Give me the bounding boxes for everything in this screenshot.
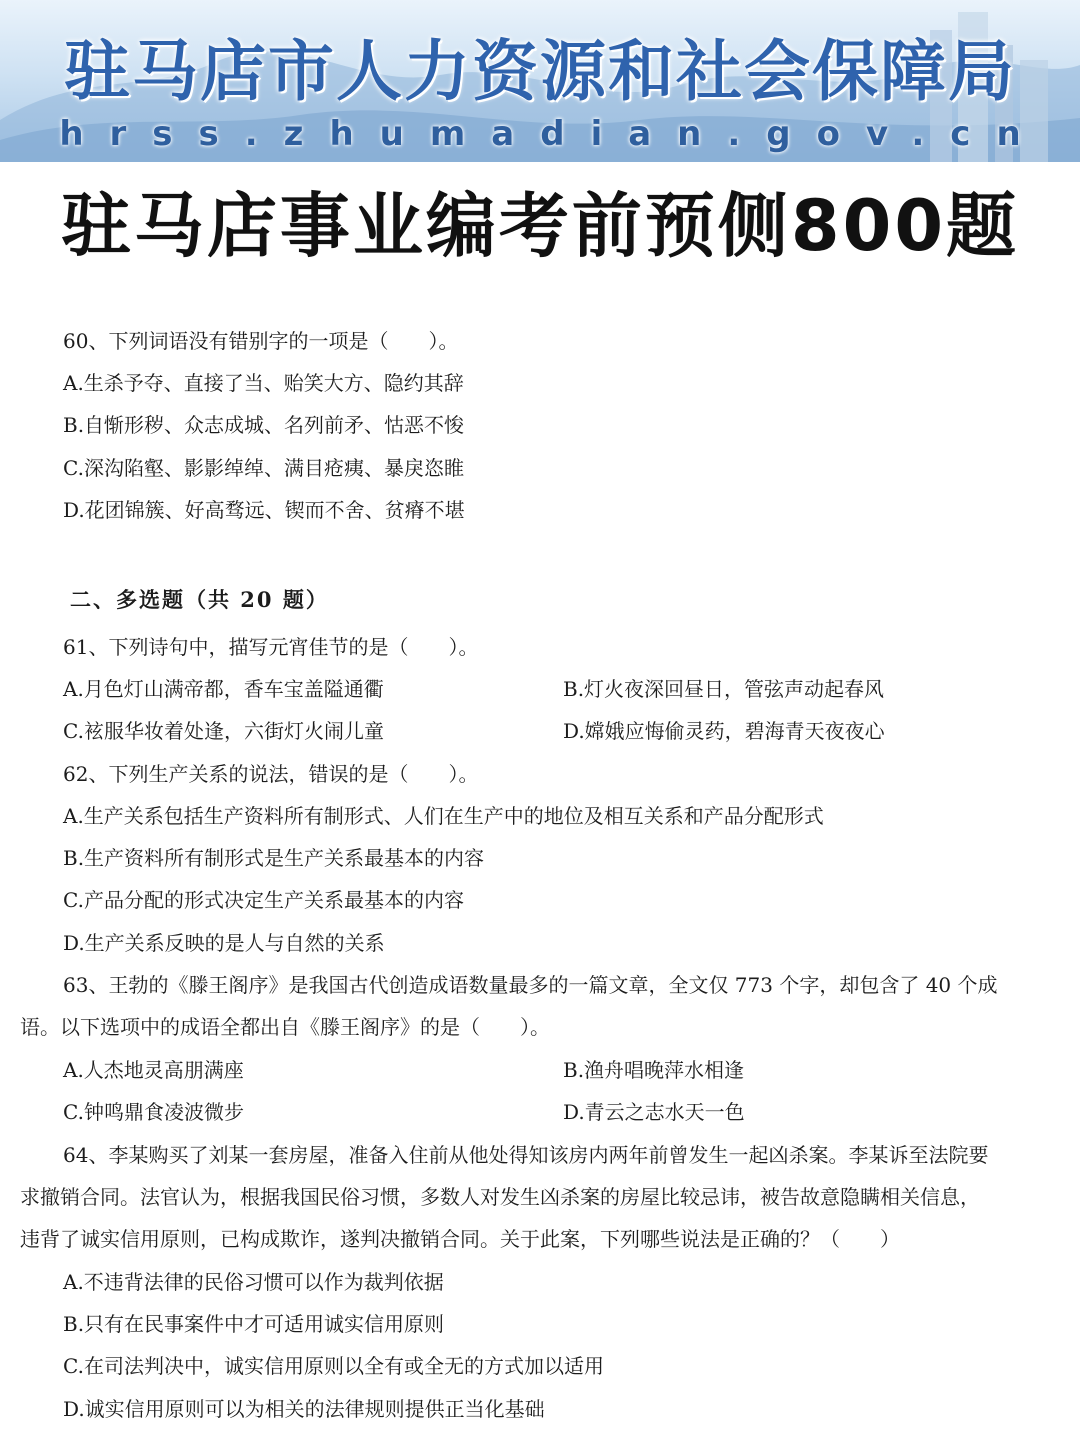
banner-title: 驻马店市人力资源和社会保障局: [64, 33, 1016, 110]
question-63-option-a: A.人杰地灵高朋满座: [63, 1058, 244, 1082]
question-64-option-b: B.只有在民事案件中才可适用诚实信用原则: [63, 1312, 445, 1336]
question-64-stem-line-2: 求撤销合同。法官认为，根据我国民俗习惯，多数人对发生凶杀案的房屋比较忌讳，被告故意隐瞒相关信息，: [20, 1185, 980, 1209]
question-60-option-b: B.自惭形秽、众志成城、名列前矛、怙恶不悛: [63, 413, 465, 437]
question-63-stem-line-1: 63、王勃的《滕王阁序》是我国古代创造成语数量最多的一篇文章，全文仅 773 个字，却包含了 40 个成: [63, 973, 998, 997]
question-62-option-a: A.生产关系包括生产资料所有制形式、人们在生产中的地位及相互关系和产品分配形式: [63, 804, 824, 828]
question-62-stem: 62、下列生产关系的说法，错误的是（ ）。: [63, 762, 479, 786]
question-61-option-c: C.袨服华妆着处逢，六街灯火闹儿童: [63, 719, 384, 743]
section-heading: 二、多选题（共 20 题）: [70, 587, 329, 612]
question-64-option-d: D.诚实信用原则可以为相关的法律规则提供正当化基础: [63, 1397, 545, 1421]
question-62-option-d: D.生产关系反映的是人与自然的关系: [63, 931, 385, 955]
question-60-option-a: A.生杀予夺、直接了当、贻笑大方、隐约其辞: [63, 371, 464, 395]
question-63-option-c: C.钟鸣鼎食凌波微步: [63, 1100, 244, 1124]
question-60-stem: 60、下列词语没有错别字的一项是（ ）。: [63, 329, 459, 353]
question-61-option-a: A.月色灯山满帝都，香车宝盖隘通衢: [63, 677, 384, 701]
question-60-option-d: D.花团锦簇、好高骛远、锲而不舍、贫瘠不堪: [63, 498, 465, 522]
question-62-option-c: C.产品分配的形式决定生产关系最基本的内容: [63, 888, 464, 912]
question-63-option-d: D.青云之志水天一色: [563, 1100, 745, 1124]
question-64-stem-line-1: 64、李某购买了刘某一套房屋，准备入住前从他处得知该房内两年前曾发生一起凶杀案。李某诉至法院要: [63, 1143, 989, 1167]
banner-url: hrss.zhumadian.gov.cn: [59, 114, 1047, 154]
question-63-option-b: B.渔舟唱晚萍水相逢: [563, 1058, 745, 1082]
question-64-option-c: C.在司法判决中，诚实信用原则以全有或全无的方式加以适用: [63, 1354, 604, 1378]
question-64-stem-line-3: 违背了诚实信用原则，已构成欺诈，遂判决撤销合同。关于此案，下列哪些说法是正确的？（ ）: [20, 1227, 900, 1251]
header-banner: [0, 0, 1080, 162]
question-63-stem-line-2: 语。以下选项中的成语全都出自《滕王阁序》的是（ ）。: [20, 1015, 550, 1039]
question-61-option-d: D.嫦娥应悔偷灵药，碧海青天夜夜心: [563, 719, 885, 743]
question-60-option-c: C.深沟陷壑、影影绰绰、满目疮痍、暴戾恣睢: [63, 456, 464, 480]
question-61-stem: 61、下列诗句中，描写元宵佳节的是（ ）。: [63, 635, 479, 659]
question-64-option-a: A.不违背法律的民俗习惯可以作为裁判依据: [63, 1270, 444, 1294]
question-62-option-b: B.生产资料所有制形式是生产关系最基本的内容: [63, 846, 485, 870]
question-61-option-b: B.灯火夜深回昼日，管弦声动起春风: [563, 677, 885, 701]
page-title: 驻马店事业编考前预侧800题: [60, 185, 1020, 267]
